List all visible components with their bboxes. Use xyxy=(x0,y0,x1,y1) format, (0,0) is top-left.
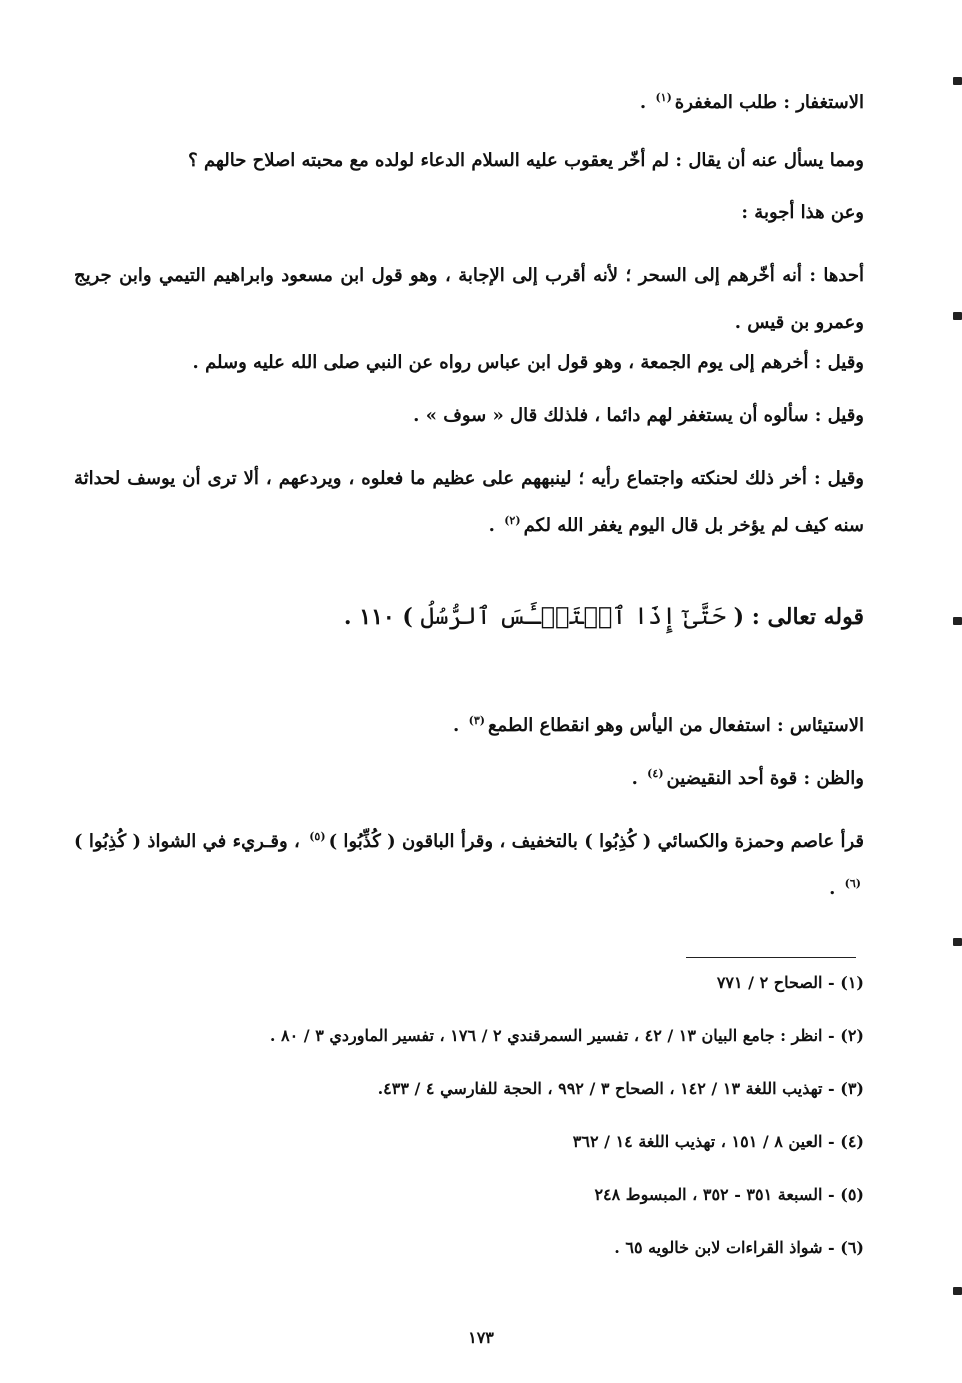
scan-mark xyxy=(953,77,962,85)
footnote-ref: (٦) xyxy=(844,877,861,890)
sentence-end: . xyxy=(631,768,638,789)
footnote-ref: (١) xyxy=(655,91,672,104)
verse-heading xyxy=(74,603,864,630)
footnote-4: (٤) - العين ٨ / ١٥١ ، تهذيب اللغة ١٤ / ٣٦٢ xyxy=(572,1132,864,1151)
paragraph-readings xyxy=(74,818,864,912)
footnote-3: (٣) - تهذيب اللغة ١٣ / ١٤٢ ، الصحاح ٣ / ٩٩٢ ، الحجة للفارسي ٤ / ٤٣٣. xyxy=(377,1079,864,1098)
sentence-end: . xyxy=(453,715,460,736)
footnote-2: (٢) - انظر : جامع البيان ١٣ / ٤٢ ، تفسير السمرقندي ٢ / ١٧٦ ، تفسير الماوردي ٣ / ٨٠ . xyxy=(269,1026,864,1045)
footnote-5: (٥) - السبعة ٣٥١ - ٣٥٢ ، المبسوط ٢٤٨ xyxy=(594,1185,864,1204)
paragraph-answer-1 xyxy=(74,252,864,346)
paragraph-text: ومما يسأل عنه أن يقال : لم أخّر يعقوب عليه السلام الدعاء لولده مع محبته اصلاح حالهم ؟ xyxy=(188,150,864,171)
footnote-1: (١) - الصحاح ٢ / ٧٧١ xyxy=(716,973,864,992)
paragraph-answers-intro xyxy=(74,200,864,226)
paragraph-istiias xyxy=(74,713,864,739)
paragraph-text: وقيل : أخر ذلك لحنكته واجتماع رأيه ؛ لينبههم على عظيم ما فعلوه ، ويردعهم ، ألا ترى أن يوسف لحداثة سنه كيف لم يؤخر بل قال اليوم يغفر الله لكم xyxy=(74,468,864,536)
verse-number: ) ١١٠ . xyxy=(343,604,413,630)
paragraph-question xyxy=(74,148,864,174)
paragraph-text: قرأ عاصم وحمزة والكسائي ( كُذِبُوا ) بالتخفيف ، وقرأ الباقون ( كُذِّبُوا ) xyxy=(328,831,864,852)
footnote-separator xyxy=(686,957,856,958)
scan-mark xyxy=(953,938,962,946)
footnote-ref: (٤) xyxy=(647,767,664,780)
paragraph-answer-4 xyxy=(74,455,864,549)
sentence-end: . xyxy=(639,92,647,113)
sentence-end: . xyxy=(829,878,836,899)
paragraph-text: الاستغفار : طلب المغفرة xyxy=(674,92,864,113)
page-number: ١٧٣ xyxy=(468,1328,494,1347)
paragraph-answer-3 xyxy=(74,403,864,429)
paragraph-istighfar xyxy=(74,90,864,116)
scan-mark xyxy=(953,1287,962,1295)
paragraph-text: والظن : قوة أحد النقيضين xyxy=(666,768,864,789)
paragraph-zann xyxy=(74,766,864,792)
paragraph-answer-2 xyxy=(74,350,864,376)
scan-mark xyxy=(953,312,962,320)
footnote-ref: (٣) xyxy=(468,714,485,727)
footnote-6: (٦) - شواذ القراءات لابن خالويه ٦٥ . xyxy=(614,1238,864,1257)
paragraph-text: وعن هذا أجوبة : xyxy=(741,202,864,223)
paragraph-text-continued: ، وقـري‌ء في الشواذ ( كُذِبُوا ) xyxy=(74,831,300,852)
footnote-ref: (٢) xyxy=(504,514,521,527)
footnote-ref: (٥) xyxy=(309,830,326,843)
paragraph-text: وقيل : أخرهم إلى يوم الجمعة ، وهو قول ابن عباس رواه عن النبي صلى الله عليه وسلم . xyxy=(192,352,864,373)
scan-mark xyxy=(953,617,962,625)
quran-verse: حَتَّىٰٓ إِذَا ٱسۡتَيۡـَٔسَ ٱلرُّسُلُ xyxy=(420,602,726,630)
sentence-end: . xyxy=(488,515,495,536)
paragraph-text: أحدها : أنه أخّرهم إلى السحر ؛ لأنه أقرب إلى الإجابة ، وهو قول ابن مسعود وابراهيم التيمي وابن جريج وعمرو بن قيس . xyxy=(74,265,864,333)
paragraph-text: وقيل : سألوه أن يستغفر لهم دائما ، فلذلك قال « سوف » . xyxy=(413,405,864,426)
paragraph-text: الاستيئاس : استفعال من اليأس وهو انقطاع الطمع xyxy=(487,715,864,736)
heading-lead: قوله تعالى : ( xyxy=(733,604,864,630)
